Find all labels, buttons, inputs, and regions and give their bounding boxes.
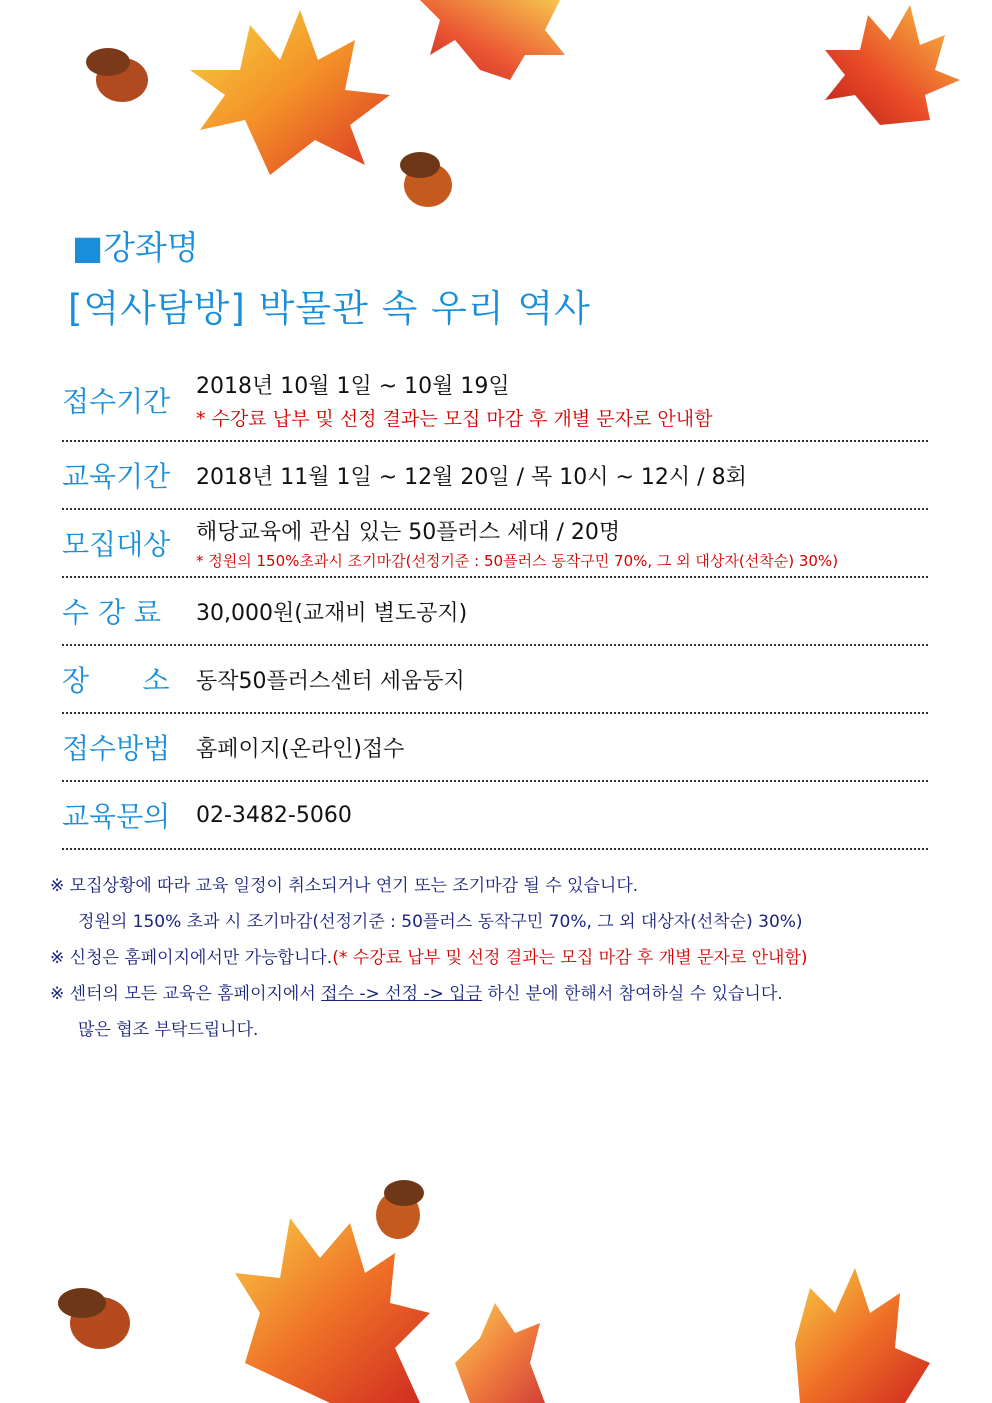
row-label: 수 강 료 — [62, 596, 161, 629]
autumn-leaves-bottom-decoration — [0, 1163, 992, 1403]
maple-leaf-icon — [825, 5, 960, 125]
notice-line: ※ 센터의 모든 교육은 홈페이지에서 접수 -> 선정 -> 입금 하신 분에 한해서 참여하실 수 있습니다. — [50, 984, 783, 1004]
row-fee — [62, 578, 928, 646]
process-steps: 접수 -> 선정 -> 입금 — [321, 984, 483, 1004]
row-education-period — [62, 442, 928, 510]
row-inquiry — [62, 782, 928, 850]
notice-line: ※ 신청은 홈페이지에서만 가능합니다.(* 수강료 납부 및 선정 결과는 모집 마감 후 개별 문자로 안내함) — [50, 948, 808, 968]
row-value: 2018년 10월 1일 ~ 10월 19일 — [196, 374, 510, 399]
row-note: * 정원의 150%초과시 조기마감(선정기준 : 50플러스 동작구민 70%, 그 외 대상자(선착순) 30%) — [196, 552, 839, 570]
maple-leaf-icon — [455, 1303, 545, 1403]
section-label: ■강좌명 — [72, 228, 199, 267]
row-value: 동작50플러스센터 세움둥지 — [196, 668, 465, 694]
row-label: 교육문의 — [62, 800, 171, 833]
info-table — [62, 360, 928, 850]
notice-line: ※ 모집상황에 따라 교육 일정이 취소되거나 연기 또는 조기마감 될 수 있습니다. — [50, 876, 639, 896]
acorn-icon — [376, 1180, 424, 1239]
row-target — [62, 510, 928, 578]
notice-line: 많은 협조 부탁드립니다. — [78, 1020, 259, 1040]
course-title: [역사탐방] 박물관 속 우리 역사 — [68, 287, 591, 330]
row-application-period — [62, 360, 928, 442]
row-note: * 수강료 납부 및 선정 결과는 모집 마감 후 개별 문자로 안내함 — [196, 408, 713, 430]
acorn-icon — [400, 152, 452, 207]
row-value: 2018년 11월 1일 ~ 12월 20일 / 목 10시 ~ 12시 / 8회 — [196, 464, 747, 490]
row-label: 모집대상 — [62, 528, 171, 561]
autumn-leaves-top-decoration — [0, 0, 992, 215]
row-application-method — [62, 714, 928, 782]
notice-line: 정원의 150% 초과 시 조기마감(선정기준 : 50플러스 동작구민 70%, 그 외 대상자(선착순) 30%) — [78, 912, 803, 932]
row-value: 해당교육에 관심 있는 50플러스 세대 / 20명 — [196, 520, 621, 545]
row-label: 장 소 — [62, 664, 170, 697]
notice-section — [50, 868, 950, 1048]
row-label: 접수기간 — [62, 385, 171, 418]
row-value: 02-3482-5060 — [196, 802, 352, 828]
row-value: 홈페이지(온라인)접수 — [196, 736, 405, 762]
row-value: 30,000원(교재비 별도공지) — [196, 600, 468, 626]
maple-leaf-icon — [190, 10, 390, 175]
row-label: 접수방법 — [62, 732, 171, 765]
maple-leaf-icon — [795, 1268, 930, 1403]
acorn-icon — [58, 1288, 130, 1349]
row-label: 교육기간 — [62, 460, 171, 493]
maple-leaf-icon — [420, 0, 565, 80]
acorn-icon — [86, 48, 148, 102]
row-location — [62, 646, 928, 714]
maple-leaf-icon — [235, 1218, 430, 1403]
